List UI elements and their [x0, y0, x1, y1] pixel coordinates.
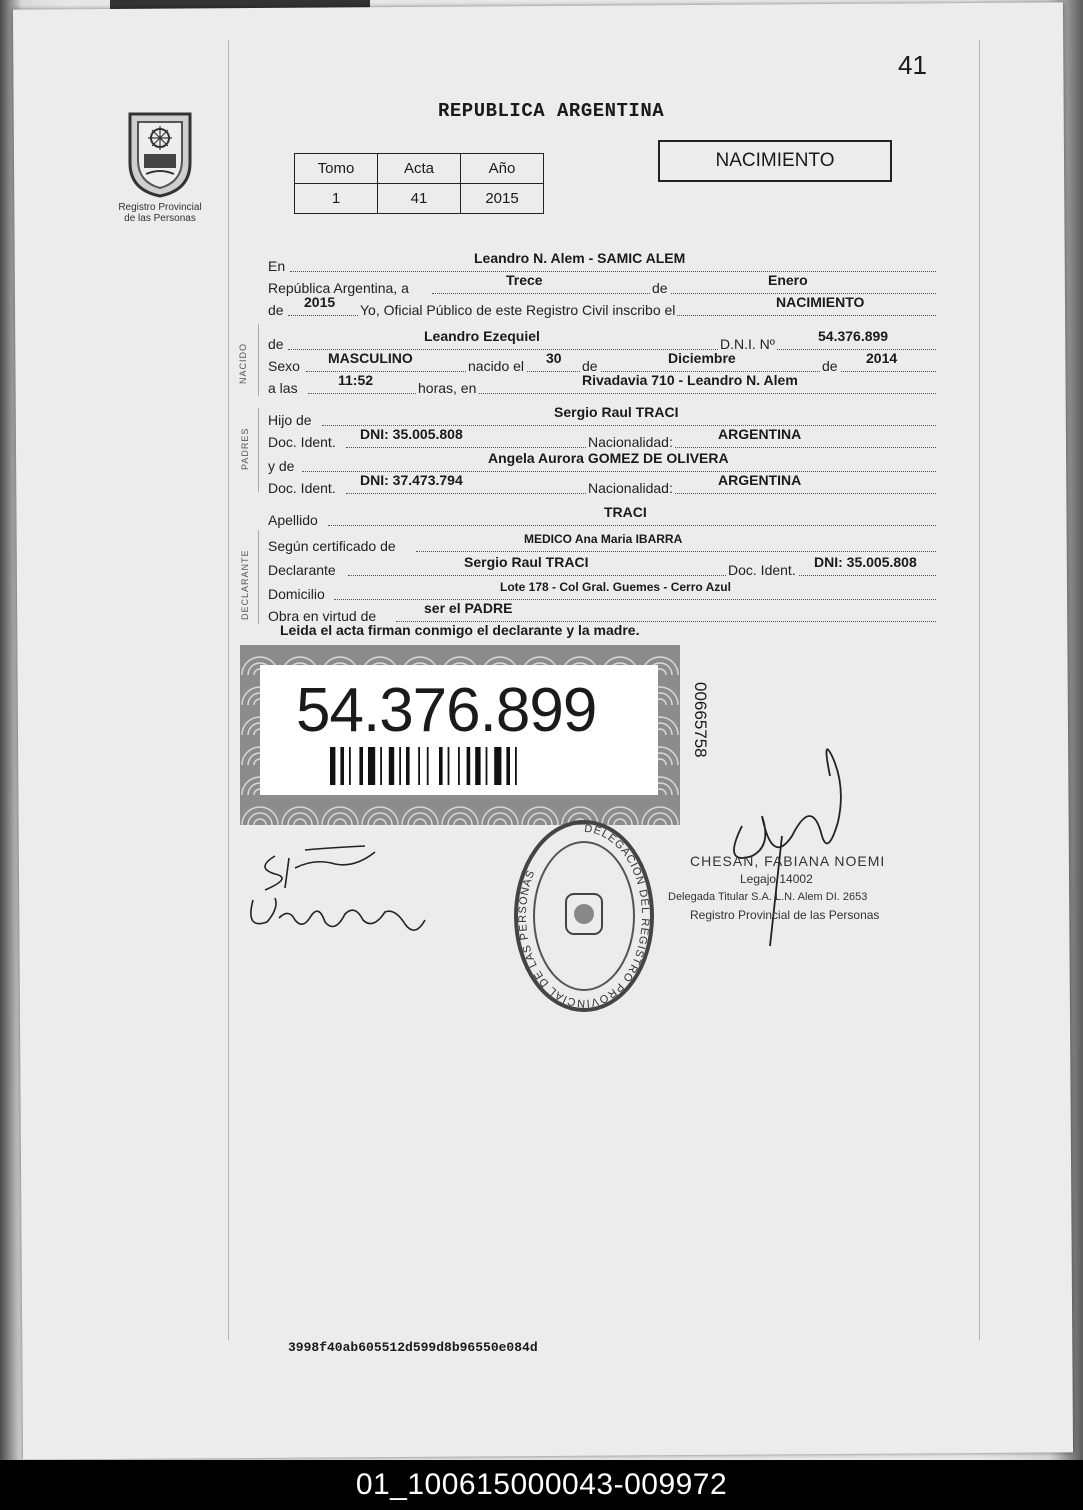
value-sexo: MASCULINO	[328, 350, 413, 366]
line-lugar	[268, 250, 936, 274]
dni-sticker	[240, 645, 680, 825]
registry-header-anio: Año	[461, 154, 544, 184]
value-obra: ser el PADRE	[424, 600, 513, 616]
label-hijo-de: Hijo de	[268, 412, 312, 428]
label-oficial: Yo, Oficial Público de este Registro Civil inscribo el	[360, 302, 676, 318]
label-de-nombre: de	[268, 336, 284, 352]
signer-legajo: Legajo 14002	[740, 872, 813, 886]
value-anio: 2015	[304, 294, 336, 310]
dotted-line	[328, 525, 936, 526]
value-mes: Enero	[768, 272, 808, 288]
logo-caption-1: Registro Provincial	[118, 202, 202, 213]
label-de-anio: de	[822, 358, 838, 374]
line-padre	[268, 404, 936, 428]
label-doc-ident: Doc. Ident.	[268, 434, 336, 450]
dotted-line	[416, 551, 936, 552]
value-padre-doc: DNI: 35.005.808	[360, 426, 463, 442]
label-domicilio: Domicilio	[268, 586, 325, 602]
label-nacido: nacido el	[468, 358, 525, 374]
label-nacionalidad: Nacionalidad:	[588, 434, 673, 450]
value-mes-nac: Diciembre	[668, 350, 736, 366]
value-lugar-nac: Rivadavia 710 - Leandro N. Alem	[582, 372, 798, 388]
label-republica: República Argentina, a	[268, 280, 409, 296]
section-padres-label: PADRES	[240, 427, 250, 470]
line-obra	[268, 600, 936, 624]
value-apellido: TRACI	[604, 504, 647, 520]
section-declarante-label: DECLARANTE	[240, 549, 250, 620]
closing-statement: Leida el acta firman conmigo el declarante y la madre.	[280, 622, 640, 638]
document-type-box: NACIMIENTO	[658, 140, 892, 182]
value-madre-nac: ARGENTINA	[718, 472, 802, 488]
registry-value-acta: 41	[378, 184, 461, 214]
line-fecha	[268, 272, 936, 296]
sticker-dni-number: 54.376.899	[296, 676, 597, 745]
line-padre-doc	[268, 426, 936, 450]
label-doc-ident-madre: Doc. Ident.	[268, 480, 336, 496]
value-declarante: Sergio Raul TRACI	[464, 554, 589, 570]
crest-icon	[122, 108, 198, 198]
line-certificado	[268, 530, 936, 554]
label-de-start: de	[268, 302, 284, 318]
value-padre: Sergio Raul TRACI	[554, 404, 679, 420]
value-dni: 54.376.899	[818, 328, 889, 344]
value-madre: Angela Aurora GOMEZ DE OLIVERA	[488, 450, 729, 466]
label-de: de	[652, 280, 668, 296]
seal-text: DELEGACION DEL REGISTRO PROVINCIAL DE LAS PERSONAS	[516, 822, 651, 1010]
line-madre-doc	[268, 472, 936, 496]
label-obra: Obra en virtud de	[268, 608, 377, 624]
registry-value-tomo: 1	[295, 184, 378, 214]
label-apellido: Apellido	[268, 512, 318, 528]
dotted-line	[348, 575, 936, 576]
line-apellido	[268, 504, 936, 528]
value-lugar: Leandro N. Alem - SAMIC ALEM	[474, 250, 686, 266]
value-declarante-doc: DNI: 35.005.808	[814, 554, 917, 570]
line-declarante	[268, 554, 936, 578]
section-divider	[258, 408, 259, 492]
label-de-mes: de	[582, 358, 598, 374]
sticker-label	[260, 665, 658, 795]
label-doc-ident-declarante: Doc. Ident.	[728, 562, 796, 578]
section-divider	[258, 530, 259, 624]
value-hora: 11:52	[338, 372, 374, 388]
registry-value-anio: 2015	[461, 184, 544, 214]
page-number: 41	[898, 50, 927, 80]
label-dni: D.N.I. Nº	[720, 336, 775, 352]
line-sexo	[268, 350, 936, 374]
section-divider	[258, 324, 259, 396]
declarant-signatures	[245, 838, 435, 948]
label-horas: horas, en	[418, 380, 477, 396]
value-anio-nac: 2014	[866, 350, 898, 366]
line-nombre	[268, 328, 936, 352]
line-domicilio	[268, 578, 936, 602]
provincial-logo	[110, 108, 210, 224]
document-title: REPUBLICA ARGENTINA	[438, 100, 665, 122]
line-hora	[268, 372, 936, 396]
signer-block	[668, 852, 886, 924]
value-madre-doc: DNI: 37.473.794	[360, 472, 463, 488]
label-segun: Según certificado de	[268, 538, 396, 554]
sticker-serial: 00665758	[691, 682, 710, 758]
value-certificado: MEDICO Ana Maria IBARRA	[524, 532, 683, 546]
line-inscripcion	[268, 294, 936, 318]
label-a-las: a las	[268, 380, 298, 396]
barcode	[330, 747, 592, 785]
label-y-de: y de	[268, 458, 295, 474]
value-acto: NACIMIENTO	[776, 294, 865, 310]
value-padre-nac: ARGENTINA	[718, 426, 802, 442]
label-declarante: Declarante	[268, 562, 336, 578]
image-filename: 01_100615000043-009972	[0, 1460, 1083, 1510]
official-seal	[512, 818, 656, 1014]
value-nombre: Leandro Ezequiel	[424, 328, 540, 344]
signer-cargo: Delegada Titular S.A. L.N. Alem DI. 2653	[668, 891, 868, 903]
dotted-line	[308, 393, 936, 394]
logo-caption-2: de las Personas	[124, 213, 196, 224]
value-dia: Trece	[506, 272, 543, 288]
label-nacionalidad-madre: Nacionalidad:	[588, 480, 673, 496]
registry-header-tomo: Tomo	[295, 154, 378, 184]
signer-name: CHESAN, FABIANA NOEMI	[690, 853, 886, 869]
registry-table	[294, 153, 544, 214]
document-hash: 3998f40ab605512d599d8b96550e084d	[288, 1340, 538, 1355]
label-en: En	[268, 258, 286, 274]
section-nacido-label: NACIDO	[238, 342, 248, 384]
label-sexo: Sexo	[268, 358, 300, 374]
value-domicilio: Lote 178 - Col Gral. Guemes - Cerro Azul	[500, 580, 731, 594]
value-dia-nac: 30	[546, 350, 562, 366]
line-madre	[268, 450, 936, 474]
registry-header-acta: Acta	[378, 154, 461, 184]
signer-organismo: Registro Provincial de las Personas	[690, 908, 880, 922]
